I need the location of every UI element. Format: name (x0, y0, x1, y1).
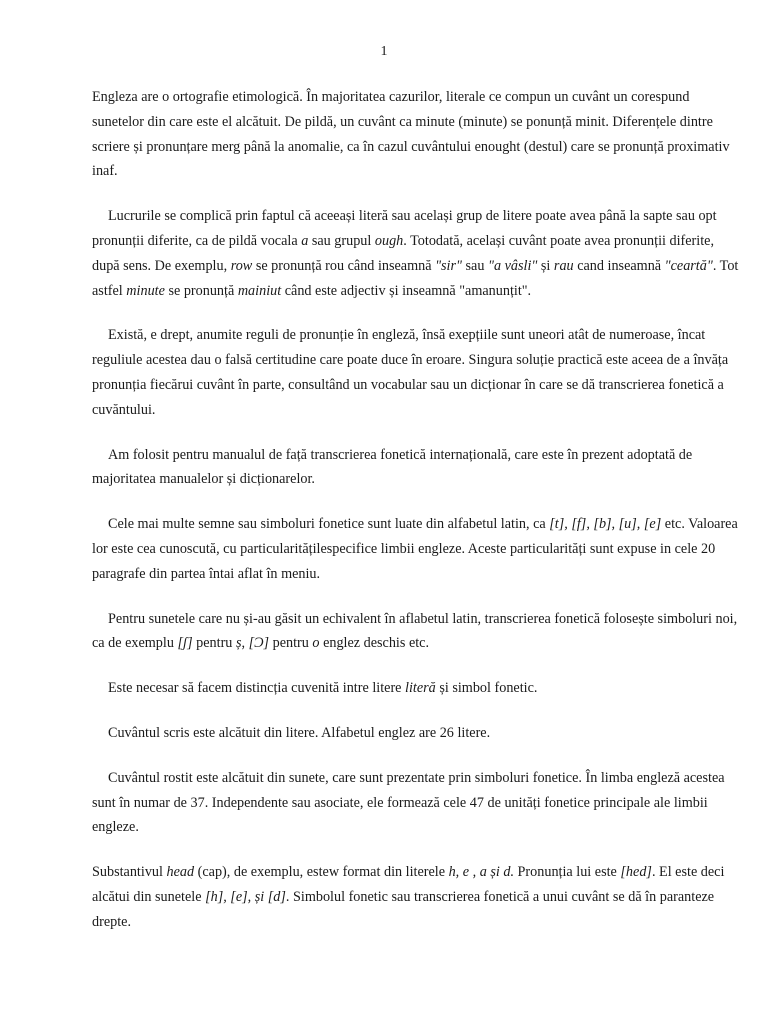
text-run: Lucrurile se complică prin faptul că aceeași literă sau același grup de litere poate avea până la sapte sau opt pronunții diferite, ca de pildă vocala (92, 208, 717, 249)
text-run: englez deschis etc. (319, 635, 430, 652)
italic-text: [t], [f], [b], [u], [e] (549, 516, 662, 533)
paragraph (92, 860, 744, 934)
paragraph (92, 676, 744, 701)
text-run: cand inseamnă (573, 257, 665, 274)
paragraph (92, 85, 744, 184)
text-run: , (241, 635, 249, 652)
text-run: . Simbolul fonetic sau transcrierea fonetică a unui cuvânt se dă în paranteze drepte. (92, 888, 715, 930)
text-run: Pentru sunetele care nu și-au găsit un echivalent în aflabetul latin, transcrierea fonetică folosește simboluri noi, ca de exemplu (92, 610, 738, 652)
italic-text: a (301, 232, 309, 249)
text-run: sau (461, 257, 488, 274)
text-run: Cuvântul rostit este alcătuit din sunete, care sunt prezentate prin simboluri fonetice. În limba engleză acestea sunt în numar de 37. Independente sau asociate, ele formează cele 47 de unități fonetice principale ale limbii engleze. (92, 769, 725, 836)
text-run: pentru (269, 635, 313, 652)
text-run: și simbol fonetic. (435, 680, 538, 697)
italic-text: h, e , a și d. (448, 864, 514, 881)
italic-text: head (166, 864, 195, 881)
page-number: 1 (380, 44, 388, 59)
text-run: . Tot astfel (92, 257, 739, 299)
text-run: când este adjectiv și inseamnă "amanunțit". (281, 282, 532, 299)
italic-text: rau (553, 257, 574, 274)
text-run: . Totodată, același cuvânt poate avea pronunții diferite, după sens. De exemplu, (92, 232, 715, 274)
text-run: Pronunția lui este (514, 864, 621, 881)
paragraph (92, 443, 744, 493)
document-body (92, 85, 744, 955)
text-run: Engleza are o ortografie etimologică. În majoritatea cazurilor, literale ce compun un cuvânt un corespund sunetelor din care este el alcătuit. De pildă, un cuvânt ca minute (minute) se ponunță minit. Diferențele dintre scriere și pronunțare merg până la anomalie, ca în cazul cuvântului enought (destul) care se pronunță proximativ inaf. (92, 89, 730, 180)
paragraph (92, 766, 744, 840)
paragraph (92, 607, 744, 657)
italic-text: literă (405, 680, 436, 697)
italic-text: [h], [e], și [d] (205, 888, 286, 905)
italic-text: o (312, 635, 320, 652)
text-run: pentru (192, 635, 236, 652)
italic-text: [Ɔ] (248, 635, 270, 652)
italic-text: ș (235, 635, 242, 652)
paragraph (92, 721, 744, 746)
text-run: . El este deci alcătui din sunetele (92, 864, 725, 905)
text-run: se pronunță rou când inseamnă (252, 257, 436, 274)
italic-text: [hed] (620, 864, 652, 881)
italic-text: "ceartă" (664, 257, 713, 274)
italic-text: mainiut (237, 282, 282, 299)
italic-text: [ʃ] (177, 635, 193, 652)
text-run: Cele mai multe semne sau simboluri fonetice sunt luate din alfabetul latin, ca (108, 516, 550, 533)
italic-text: "sir" (435, 257, 462, 274)
text-run: etc. Valoarea lor este cea cunoscută, cu particularitățilespecifice limbii engleze. Aceste particularități sunt expuse in cele 20 paragrafe din partea întai aflat în meniu. (92, 516, 738, 582)
text-run: Substantivul (92, 864, 167, 881)
paragraph (92, 323, 744, 422)
text-run: Există, e drept, anumite reguli de pronunție în engleză, însă exepțiile sunt uneori atât de numeroase, încat reguliule acestea dau o falsă certitudine care poate duce în eroare. Singura soluție practică este aceea de a învăța pronunția fiecărui cuvânt în parte, consultând un vocabular sau un dicționar în care se dă transcrierea fonetică a cuvăntului. (92, 327, 729, 418)
paragraph (92, 512, 744, 586)
paragraph (92, 204, 744, 303)
italic-text: row (230, 257, 253, 274)
text-run: și (537, 257, 554, 274)
text-run: se pronunță (164, 282, 238, 299)
text-run: Cuvântul scris este alcătuit din litere. Alfabetul englez are 26 litere. (108, 724, 491, 741)
italic-text: "a vâsli" (488, 257, 538, 274)
text-run: sau grupul (308, 232, 375, 249)
italic-text: minute (126, 282, 165, 299)
text-run: Este necesar să facem distincția cuvenită intre litere (108, 680, 406, 697)
text-run: Am folosit pentru manualul de față transcrierea fonetică internațională, care este în prezent adoptată de majoritatea manualelor și dicționarelor. (92, 446, 693, 488)
text-run: (cap), de exemplu, estew format din literele (194, 864, 449, 881)
italic-text: ough (374, 232, 404, 249)
